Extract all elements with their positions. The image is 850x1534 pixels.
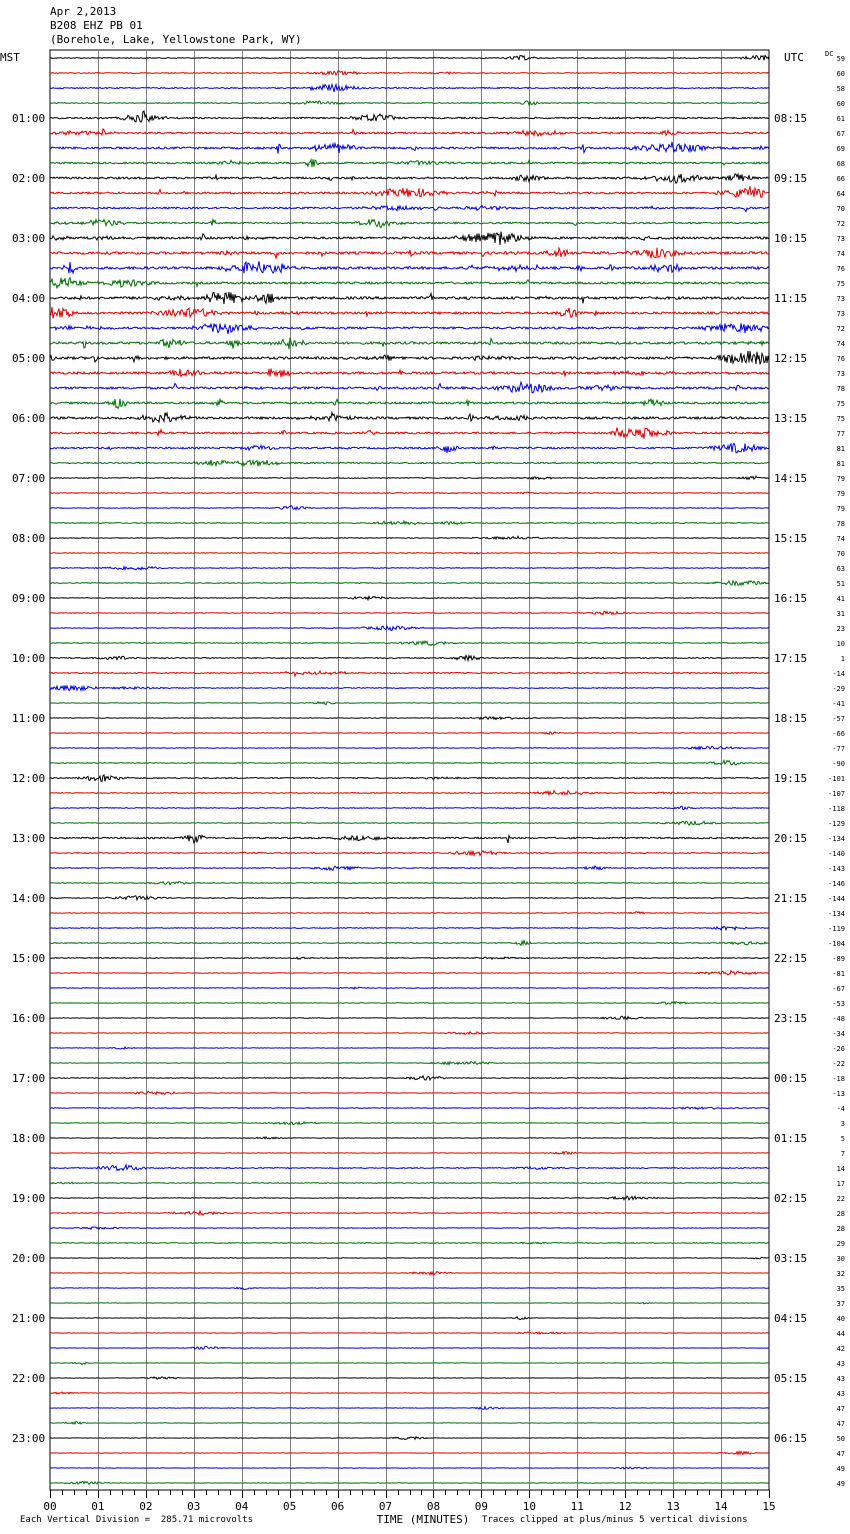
trace-line [50,941,769,946]
mst-axis-title: MST [0,51,20,64]
trace-line [50,142,769,154]
trace-line [50,1016,769,1019]
mst-hour-label: 19:00 [12,1192,46,1205]
trace-line [50,1452,769,1455]
dc-offset-label: 31 [836,610,845,618]
trace-line [50,641,769,646]
dc-offset-label: -104 [828,940,845,948]
dc-offset-label: 74 [836,340,845,348]
trace-line [50,761,769,766]
trace-line [50,521,769,525]
trace-line [50,129,769,136]
dc-offset-label: 75 [836,400,845,408]
dc-offset-title: DC [825,50,834,58]
dc-offset-label: -89 [832,955,845,963]
utc-hour-label: 00:15 [774,1072,808,1085]
trace-line [50,746,769,749]
trace-line [50,882,769,885]
trace-line [50,476,769,479]
dc-offset-label: 69 [836,145,845,153]
trace-line [50,685,769,690]
trace-line [50,552,769,553]
trace-line [50,912,769,914]
dc-offset-label: 73 [836,235,845,243]
dc-offset-label: 14 [836,1165,845,1173]
x-tick-label: 12 [618,1500,632,1513]
trace-line [50,71,769,75]
dc-offset-label: -57 [832,715,845,723]
trace-line [50,261,769,273]
trace-line [50,1076,769,1080]
dc-offset-label: 7 [840,1150,845,1158]
dc-offset-label: 32 [836,1270,845,1278]
dc-offset-label: 47 [836,1405,845,1413]
trace-line [50,1257,769,1259]
dc-offset-label: 17 [836,1180,845,1188]
trace-line [50,626,769,630]
utc-hour-label: 17:15 [774,652,808,665]
trace-line [50,835,769,843]
x-tick-label: 00 [43,1500,57,1513]
trace-line [50,186,769,197]
dc-offset-label: -41 [832,700,845,708]
dc-offset-label: -144 [828,895,845,903]
utc-axis-title: UTC [784,51,804,64]
trace-line [50,567,769,570]
dc-offset-label: 74 [836,250,845,258]
trace-line [50,1091,769,1094]
trace-line [50,1346,769,1349]
dc-offset-label: 28 [836,1210,845,1218]
trace-line [50,1047,769,1049]
trace-line [50,1317,769,1320]
trace-line [50,1137,769,1139]
dc-offset-label: 40 [836,1315,845,1323]
dc-offset-label: -14 [832,670,845,678]
mst-hour-label: 01:00 [12,112,46,125]
trace-line [50,987,769,989]
utc-hour-label: 10:15 [774,232,808,245]
mst-hour-label: 06:00 [12,412,46,425]
mst-hour-label: 10:00 [12,652,46,665]
trace-line [50,806,769,810]
trace-line [50,292,769,304]
mst-hour-label: 18:00 [12,1132,46,1145]
dc-offset-label: -143 [828,865,845,873]
trace-line [50,1107,769,1109]
x-tick-label: 03 [187,1500,201,1513]
trace-line [50,338,769,349]
trace-line [50,717,769,720]
trace-line [50,399,769,409]
dc-offset-label: 43 [836,1360,845,1368]
trace-line [50,174,769,183]
dc-offset-label: 1 [840,655,845,663]
utc-hour-label: 01:15 [774,1132,808,1145]
trace-line [50,1362,769,1364]
trace-line [50,111,769,122]
trace-line [50,611,769,614]
dc-offset-label: 79 [836,490,845,498]
dc-offset-label: 73 [836,295,845,303]
trace-line [50,1287,769,1289]
dc-offset-label: -26 [832,1045,845,1053]
utc-hour-label: 15:15 [774,532,808,545]
trace-line [50,460,769,466]
dc-offset-label: -22 [832,1060,845,1068]
mst-hour-label: 02:00 [12,172,46,185]
utc-hour-label: 13:15 [774,412,808,425]
dc-offset-label: -118 [828,805,845,813]
dc-offset-label: 76 [836,355,845,363]
dc-offset-label: 72 [836,325,845,333]
utc-hour-label: 03:15 [774,1252,808,1265]
x-tick-label: 02 [139,1500,153,1513]
x-tick-label: 08 [426,1500,441,1513]
trace-line [50,1032,769,1035]
dc-offset-label: 70 [836,205,845,213]
dc-offset-label: 30 [836,1255,845,1263]
mst-hour-label: 17:00 [12,1072,46,1085]
trace-line [50,866,769,870]
utc-hour-label: 23:15 [774,1012,808,1025]
trace-line [50,278,769,288]
mst-hour-label: 15:00 [12,952,46,965]
dc-offset-label: -146 [828,880,845,888]
dc-offset-label: 81 [836,460,845,468]
trace-line [50,1377,769,1379]
trace-line [50,596,769,600]
dc-offset-label: 35 [836,1285,845,1293]
dc-offset-label: 60 [836,70,845,78]
dc-offset-label: 68 [836,160,845,168]
dc-offset-label: 29 [836,1240,845,1248]
mst-hour-label: 08:00 [12,532,46,545]
trace-line [50,506,769,510]
dc-offset-label: 60 [836,100,845,108]
mst-hour-label: 23:00 [12,1432,46,1445]
utc-hour-label: 14:15 [774,472,808,485]
trace-line [50,536,769,539]
dc-offset-label: 74 [836,535,845,543]
dc-offset-label: -129 [828,820,845,828]
dc-offset-label: 76 [836,265,845,273]
trace-line [50,382,769,393]
dc-offset-label: 49 [836,1480,845,1488]
x-tick-label: 01 [91,1500,105,1513]
dc-offset-label: 59 [836,55,845,63]
trace-line [50,1182,769,1184]
dc-offset-label: -66 [832,730,845,738]
mst-hour-label: 20:00 [12,1252,46,1265]
dc-offset-label: 73 [836,310,845,318]
dc-offset-label: 50 [836,1435,845,1443]
plot-border [50,50,769,1490]
dc-offset-label: 77 [836,430,845,438]
dc-offset-label: 58 [836,85,845,93]
trace-line [50,1196,769,1200]
utc-hour-label: 16:15 [774,592,808,605]
trace-line [50,56,769,61]
utc-hour-label: 04:15 [774,1312,808,1325]
mst-hour-label: 05:00 [12,352,46,365]
trace-line [50,1002,769,1005]
dc-offset-label: -119 [828,925,845,933]
trace-line [50,307,769,319]
mst-hour-label: 14:00 [12,892,46,905]
dc-offset-label: 79 [836,505,845,513]
x-axis-label: TIME (MINUTES) [376,1513,470,1526]
dc-offset-label: 75 [836,415,845,423]
x-tick-label: 13 [666,1500,680,1513]
trace-line [50,351,769,364]
trace-line [50,1227,769,1229]
dc-offset-label: 63 [836,565,845,573]
dc-offset-label: -107 [828,790,845,798]
dc-offset-label: 3 [840,1120,845,1128]
mst-hour-label: 11:00 [12,712,46,725]
trace-line [50,1165,769,1171]
dc-offset-label: -34 [832,1030,845,1038]
dc-offset-label: 72 [836,220,845,228]
trace-line [50,971,769,975]
trace-line [50,732,769,735]
trace-line [50,413,769,423]
dc-offset-label: -18 [832,1075,845,1083]
mst-hour-label: 04:00 [12,292,46,305]
utc-hour-label: 05:15 [774,1372,808,1385]
mst-hour-label: 22:00 [12,1372,46,1385]
x-tick-label: 04 [235,1500,249,1513]
utc-hour-label: 09:15 [774,172,808,185]
trace-line [50,1272,769,1275]
x-tick-label: 11 [570,1500,584,1513]
dc-offset-label: 47 [836,1450,845,1458]
utc-hour-label: 06:15 [774,1432,808,1445]
trace-line [50,926,769,930]
utc-hour-label: 19:15 [774,772,808,785]
trace-line [50,248,769,259]
trace-line [50,232,769,245]
dc-offset-label: 81 [836,445,845,453]
utc-hour-label: 08:15 [774,112,808,125]
dc-offset-label: 5 [840,1135,845,1143]
trace-line [50,492,769,494]
dc-offset-label: 41 [836,595,845,603]
trace-line [50,851,769,856]
trace-line [50,896,769,900]
trace-line [50,1482,769,1485]
dc-offset-label: 51 [836,580,845,588]
dc-offset-label: -134 [828,910,845,918]
trace-line [50,159,769,167]
dc-offset-label: -48 [832,1015,845,1023]
trace-line [50,656,769,661]
dc-offset-label: 47 [836,1420,845,1428]
dc-offset-label: 75 [836,280,845,288]
trace-line [50,1437,769,1440]
dc-offset-label: -140 [828,850,845,858]
utc-hour-label: 12:15 [774,352,808,365]
trace-line [50,84,769,92]
x-tick-label: 05 [283,1500,297,1513]
mst-hour-label: 21:00 [12,1312,46,1325]
trace-line [50,1392,769,1394]
dc-offset-label: -77 [832,745,845,753]
dc-offset-label: -67 [832,985,845,993]
dc-offset-label: -81 [832,970,845,978]
x-tick-label: 15 [762,1500,776,1513]
trace-line [50,775,769,782]
dc-offset-label: 73 [836,370,845,378]
x-tick-label: 06 [330,1500,345,1513]
dc-offset-label: -4 [836,1105,845,1113]
trace-line [50,443,769,453]
dc-offset-label: 42 [836,1345,845,1353]
dc-offset-label: 44 [836,1330,845,1338]
dc-offset-label: -29 [832,685,845,693]
utc-hour-label: 11:15 [774,292,808,305]
mst-hour-label: 03:00 [12,232,46,245]
dc-offset-label: 64 [836,190,845,198]
dc-offset-label: 23 [836,625,845,633]
x-tick-label: 09 [474,1500,489,1513]
dc-offset-label: 78 [836,385,845,393]
trace-line [50,206,769,212]
dc-offset-label: 66 [836,175,845,183]
chart-date: Apr 2,2013 [50,5,117,18]
trace-line [50,1303,769,1304]
dc-offset-label: 28 [836,1225,845,1233]
dc-offset-label: -134 [828,835,845,843]
trace-line [50,1211,769,1215]
trace-line [50,1422,769,1425]
dc-offset-label: 61 [836,115,845,123]
mst-hour-label: 09:00 [12,592,46,605]
trace-line [50,671,769,676]
vertical-division-note: Each Vertical Division = 285.71 microvolts [20,1515,253,1525]
dc-offset-label: -53 [832,1000,845,1008]
trace-line [50,1122,769,1125]
dc-offset-label: -13 [832,1090,845,1098]
trace-line [50,323,769,334]
mst-hour-label: 07:00 [12,472,46,485]
trace-line [50,821,769,825]
mst-hour-label: 13:00 [12,832,46,845]
trace-line [50,1242,769,1244]
utc-hour-label: 22:15 [774,952,808,965]
x-tick-label: 07 [378,1500,393,1513]
dc-offset-label: 43 [836,1390,845,1398]
trace-line [50,369,769,378]
dc-offset-label: 79 [836,475,845,483]
trace-line [50,101,769,105]
trace-line [50,1332,769,1334]
dc-offset-label: 10 [836,640,845,648]
mst-hour-label: 12:00 [12,772,46,785]
dc-offset-label: 49 [836,1465,845,1473]
x-tick-label: 10 [522,1500,536,1513]
dc-offset-label: -90 [832,760,845,768]
dc-offset-label: 22 [836,1195,845,1203]
dc-offset-label: 78 [836,520,845,528]
utc-hour-label: 02:15 [774,1192,808,1205]
trace-line [50,1467,769,1469]
utc-hour-label: 18:15 [774,712,808,725]
trace-line [50,219,769,227]
trace-line [50,1407,769,1410]
mst-hour-label: 16:00 [12,1012,46,1025]
dc-offset-label: 37 [836,1300,845,1308]
trace-line [50,1061,769,1064]
station-location: (Borehole, Lake, Yellowstone Park, WY) [50,33,302,46]
trace-line [50,957,769,959]
station-code: B208 EHZ PB 01 [50,19,143,32]
dc-offset-label: 70 [836,550,845,558]
dc-offset-label: 67 [836,130,845,138]
trace-line [50,1152,769,1155]
dc-offset-label: -101 [828,775,845,783]
utc-hour-label: 21:15 [774,892,808,905]
dc-offset-label: 43 [836,1375,845,1383]
trace-line [50,581,769,586]
trace-line [50,791,769,795]
utc-hour-label: 20:15 [774,832,808,845]
x-tick-label: 14 [714,1500,728,1513]
trace-line [50,428,769,439]
clipping-note: Traces clipped at plus/minus 5 vertical divisions [482,1515,748,1525]
trace-line [50,702,769,705]
